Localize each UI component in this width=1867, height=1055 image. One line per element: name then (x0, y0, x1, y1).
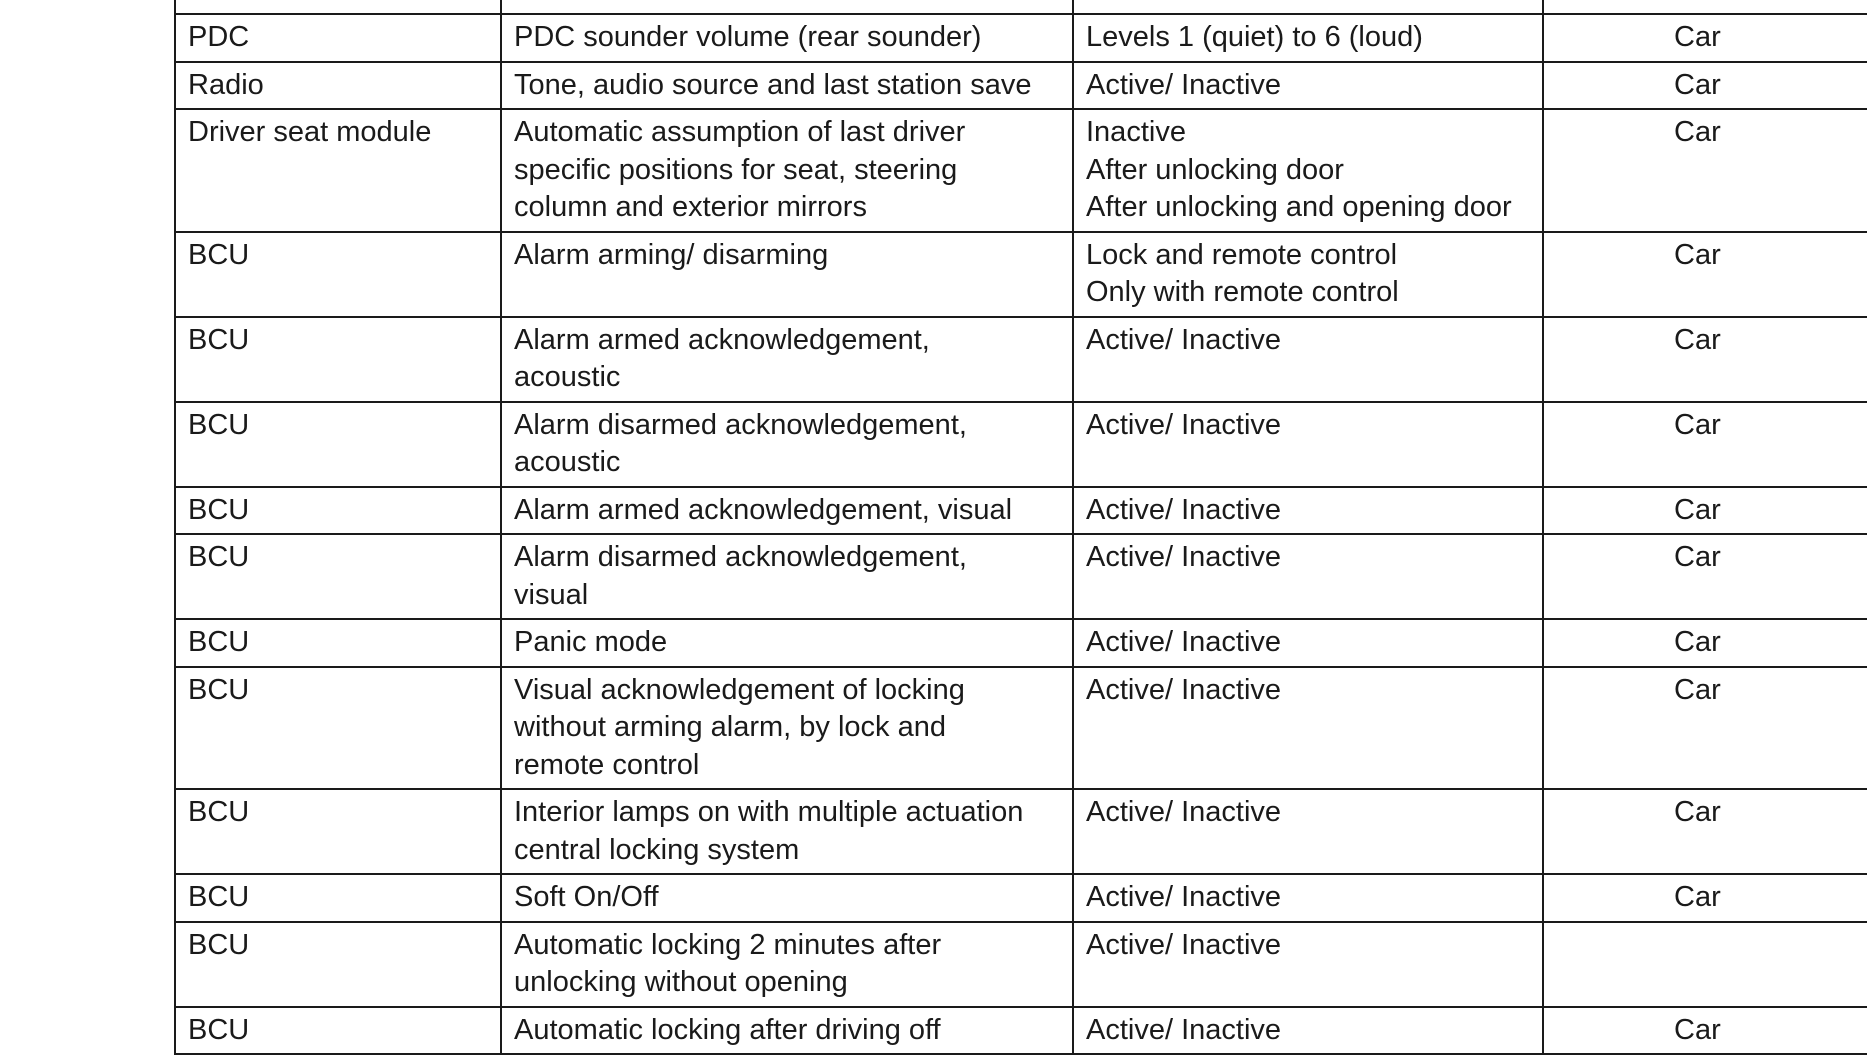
module-cell: BCU (175, 667, 501, 790)
table-row (175, 667, 1867, 790)
function-line: Alarm disarmed acknowledgement, (514, 541, 967, 573)
function-line: Alarm armed acknowledgement, visual (514, 493, 1013, 526)
module-cell (175, 0, 501, 14)
function-line: Interior lamps on with multiple actuation (514, 796, 1024, 828)
function-line: remote control (514, 748, 700, 781)
setting-cell (1073, 62, 1543, 110)
scope-cell: Car (1543, 534, 1867, 619)
function-line: Automatic locking after driving off (514, 1013, 941, 1046)
function-line: Visual acknowledgement of locking (514, 673, 965, 706)
function-cell (501, 534, 1073, 619)
setting-line: Levels 1 (quiet) to 6 (loud) (1086, 21, 1423, 53)
setting-line: Active/ Inactive (1086, 541, 1282, 573)
function-line: acoustic (514, 361, 621, 393)
function-line: Automatic locking 2 minutes after (514, 928, 942, 961)
scope-cell: Car (1543, 109, 1867, 232)
scope-cell: Car (1543, 619, 1867, 667)
function-cell (501, 232, 1073, 317)
scope-cell (1543, 922, 1867, 1007)
setting-line: Active/ Inactive (1086, 1013, 1282, 1046)
function-line: without arming alarm, by lock and (514, 711, 946, 743)
module-cell: BCU (175, 1007, 501, 1055)
module-cell: BCU (175, 402, 501, 487)
setting-line: Active/ Inactive (1086, 626, 1282, 658)
function-cell (501, 789, 1073, 874)
table-row (175, 487, 1867, 535)
module-cell: Radio (175, 62, 501, 110)
module-cell: BCU (175, 789, 501, 874)
setting-line: Active/ Inactive (1086, 881, 1282, 913)
setting-cell (1073, 0, 1543, 14)
scope-cell: Car (1543, 402, 1867, 487)
table-row (175, 789, 1867, 874)
setting-cell (1073, 789, 1543, 874)
function-line: Alarm armed acknowledgement, (514, 323, 930, 356)
scope-cell: Car (1543, 232, 1867, 317)
setting-cell (1073, 14, 1543, 62)
module-cell: BCU (175, 874, 501, 922)
setting-line: After unlocking door (1086, 153, 1344, 186)
module-cell: BCU (175, 232, 501, 317)
table-row (175, 317, 1867, 402)
setting-cell (1073, 109, 1543, 232)
table-row (175, 874, 1867, 922)
table-row (175, 232, 1867, 317)
function-cell (501, 402, 1073, 487)
setting-cell (1073, 1007, 1543, 1055)
function-cell (501, 109, 1073, 232)
scope-cell: Car (1543, 14, 1867, 62)
function-cell (501, 487, 1073, 535)
function-cell (501, 0, 1073, 14)
setting-line: Inactive (1086, 116, 1186, 148)
table-row (175, 62, 1867, 110)
function-cell (501, 14, 1073, 62)
table-row (175, 922, 1867, 1007)
table-row (175, 1007, 1867, 1055)
function-line: Automatic assumption of last driver (514, 116, 966, 148)
function-line: unlocking without opening (514, 966, 848, 998)
scope-cell: Car (1543, 317, 1867, 402)
function-line: column and exterior mirrors (514, 191, 867, 223)
module-cell: BCU (175, 922, 501, 1007)
function-line: Soft On/Off (514, 881, 659, 913)
function-line: Tone, audio source and last station save (514, 68, 1032, 101)
function-line: Alarm arming/ disarming (514, 238, 829, 271)
setting-line: Active/ Inactive (1086, 68, 1282, 101)
scope-cell: Car (1543, 487, 1867, 535)
function-line: specific positions for seat, steering (514, 153, 958, 186)
setting-line: Lock and remote control (1086, 238, 1398, 271)
scope-cell: Car (1543, 62, 1867, 110)
function-line: Alarm disarmed acknowledgement, (514, 408, 967, 441)
module-cell: BCU (175, 619, 501, 667)
function-cell (501, 317, 1073, 402)
table-row (175, 402, 1867, 487)
setting-cell (1073, 232, 1543, 317)
table-row (175, 534, 1867, 619)
scope-cell: Car (1543, 874, 1867, 922)
setting-cell (1073, 874, 1543, 922)
function-cell (501, 922, 1073, 1007)
setting-cell (1073, 487, 1543, 535)
function-line: visual (514, 578, 589, 611)
setting-cell (1073, 402, 1543, 487)
settings-table-body (175, 0, 1867, 1054)
function-cell (501, 619, 1073, 667)
table-row (175, 619, 1867, 667)
function-cell (501, 62, 1073, 110)
setting-line: Active/ Inactive (1086, 796, 1282, 828)
setting-line: After unlocking and opening door (1086, 191, 1512, 223)
setting-line: Active/ Inactive (1086, 673, 1282, 706)
setting-line: Active/ Inactive (1086, 323, 1282, 356)
table-row-partial (175, 0, 1867, 14)
function-line: Panic mode (514, 626, 668, 658)
setting-line: Only with remote control (1086, 276, 1399, 308)
function-line: central locking system (514, 833, 800, 866)
module-cell: Driver seat module (175, 109, 501, 232)
setting-line: Active/ Inactive (1086, 493, 1282, 526)
module-cell: PDC (175, 14, 501, 62)
setting-line: Active/ Inactive (1086, 408, 1282, 441)
setting-cell (1073, 667, 1543, 790)
setting-cell (1073, 922, 1543, 1007)
scope-cell: Car (1543, 1007, 1867, 1055)
scope-cell: Car (1543, 789, 1867, 874)
table-row (175, 14, 1867, 62)
module-cell: BCU (175, 534, 501, 619)
setting-cell (1073, 619, 1543, 667)
module-cell: BCU (175, 487, 501, 535)
function-cell (501, 874, 1073, 922)
settings-table (174, 0, 1867, 1055)
setting-cell (1073, 317, 1543, 402)
table-row (175, 109, 1867, 232)
setting-line: Active/ Inactive (1086, 928, 1282, 961)
scope-cell (1543, 0, 1867, 14)
function-cell (501, 1007, 1073, 1055)
setting-cell (1073, 534, 1543, 619)
function-line: PDC sounder volume (rear sounder) (514, 21, 982, 53)
function-cell (501, 667, 1073, 790)
module-cell: BCU (175, 317, 501, 402)
function-line: acoustic (514, 446, 621, 478)
scope-cell: Car (1543, 667, 1867, 790)
